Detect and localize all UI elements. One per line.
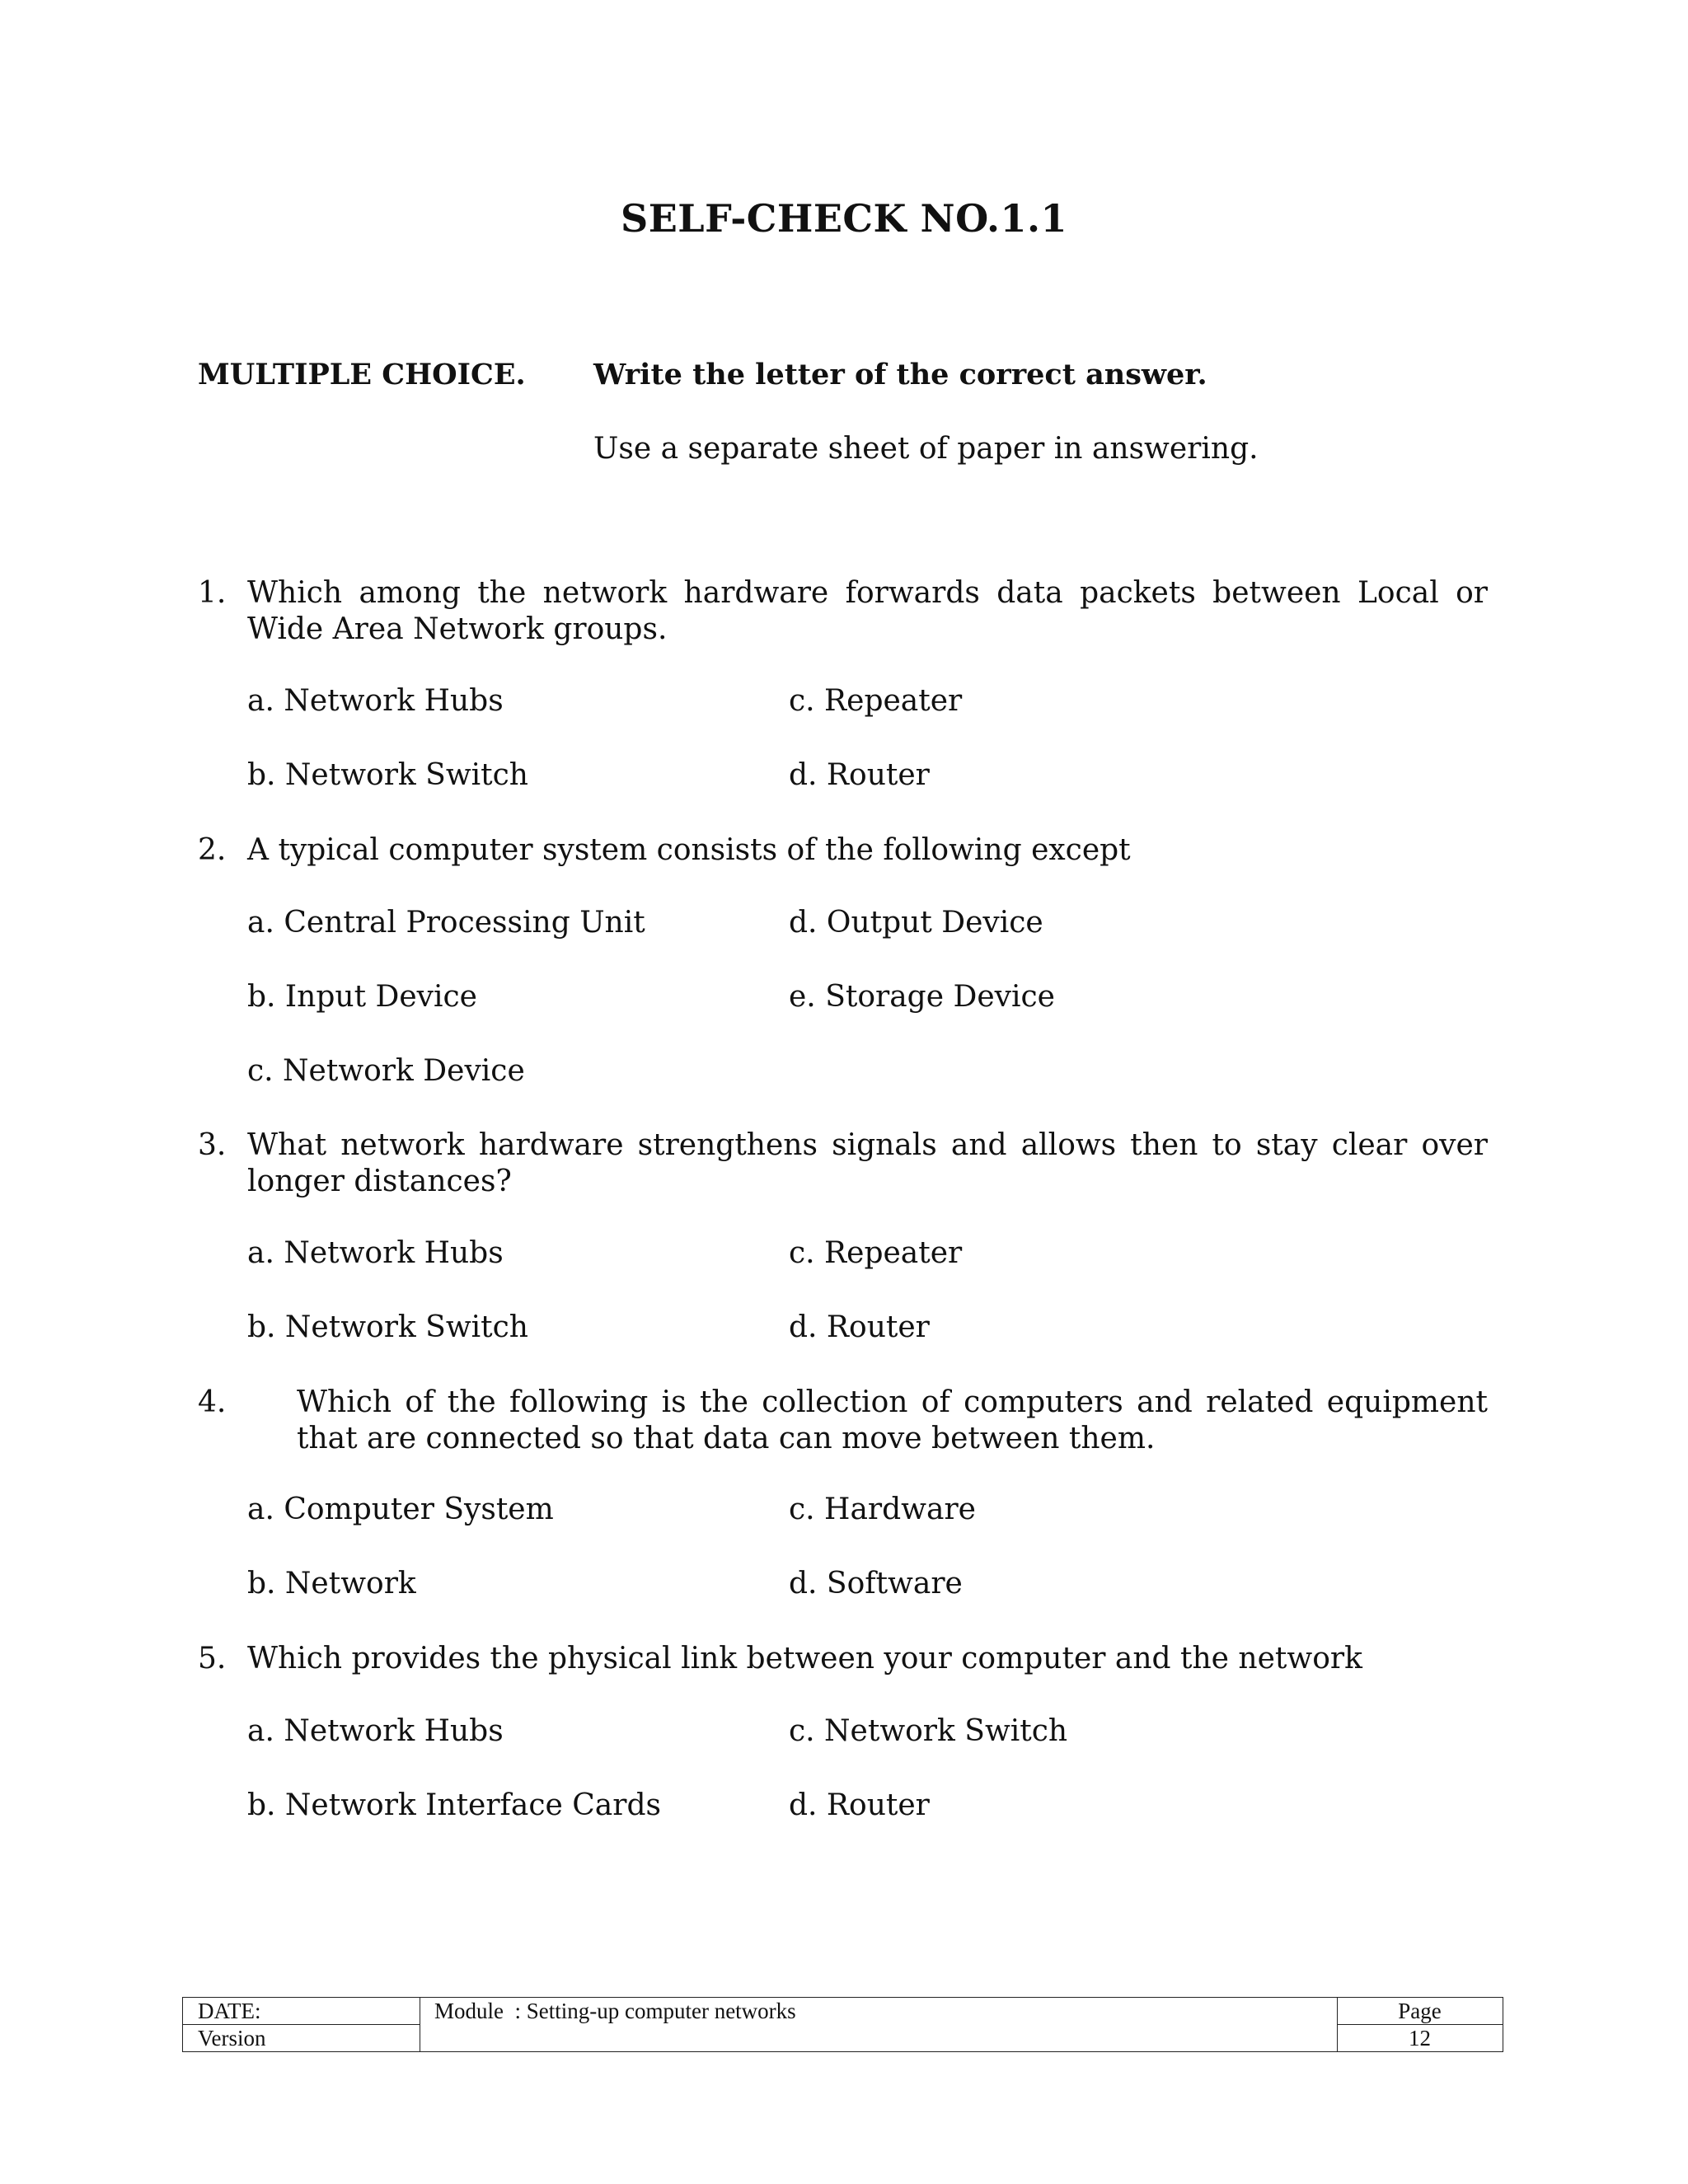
choice-5c: c. Network Switch [789, 1714, 1068, 1748]
choice-3c: c. Repeater [789, 1236, 963, 1270]
choice-3d: d. Router [789, 1310, 930, 1344]
footer-module: Module : Setting-up computer networks [434, 1999, 796, 2023]
question-text: A typical computer system consists of the following except [247, 833, 1131, 867]
footer-table [182, 1997, 1503, 2052]
footer-date-label: DATE: [198, 1999, 261, 2023]
question-number: 1. [198, 576, 227, 610]
instruction-label: MULTIPLE CHOICE. [198, 358, 526, 391]
choice-5d: d. Router [789, 1788, 930, 1822]
footer-page-label: Page [1398, 1999, 1442, 2023]
question-3 [198, 1127, 1488, 1200]
choice-2e: e. Storage Device [789, 980, 1055, 1014]
question-text: Which of the following is the collection of computers and related equipment that are connected so that data can move between them. [297, 1385, 1488, 1455]
choice-4d: d. Software [789, 1567, 963, 1601]
choice-2b: b. Input Device [247, 980, 477, 1014]
footer-page-number: 12 [1409, 2026, 1431, 2050]
question-1 [198, 575, 1488, 648]
choice-1c: c. Repeater [789, 684, 963, 718]
question-5 [198, 1641, 1488, 1677]
question-2 [198, 832, 1488, 869]
instruction-line-1: Write the letter of the correct answer. [593, 358, 1207, 391]
choice-4c: c. Hardware [789, 1493, 976, 1526]
question-text: What network hardware strengthens signals and allows then to stay clear over longer distances? [247, 1128, 1488, 1198]
choice-3a: a. Network Hubs [247, 1236, 504, 1270]
choice-4a: a. Computer System [247, 1493, 554, 1526]
choice-3b: b. Network Switch [247, 1310, 528, 1344]
choice-1d: d. Router [789, 758, 930, 792]
choice-1b: b. Network Switch [247, 758, 528, 792]
choice-2a: a. Central Processing Unit [247, 906, 645, 940]
question-number: 3. [198, 1128, 227, 1162]
choice-5b: b. Network Interface Cards [247, 1788, 661, 1822]
page-title: SELF-CHECK NO.1.1 [620, 196, 1067, 241]
question-number: 4. [198, 1385, 227, 1419]
question-number: 5. [198, 1642, 227, 1675]
footer-version-label: Version [198, 2026, 266, 2050]
instruction-line-2: Use a separate sheet of paper in answering. [593, 432, 1259, 466]
choice-4b: b. Network [247, 1567, 416, 1601]
choice-1a: a. Network Hubs [247, 684, 504, 718]
choice-2d: d. Output Device [789, 906, 1043, 940]
question-text: Which among the network hardware forwards data packets between Local or Wide Area Network groups. [247, 576, 1488, 646]
choice-5a: a. Network Hubs [247, 1714, 504, 1748]
question-4 [198, 1385, 1488, 1457]
question-number: 2. [198, 833, 227, 867]
question-text: Which provides the physical link between your computer and the network [247, 1642, 1362, 1675]
choice-2c: c. Network Device [247, 1054, 525, 1088]
